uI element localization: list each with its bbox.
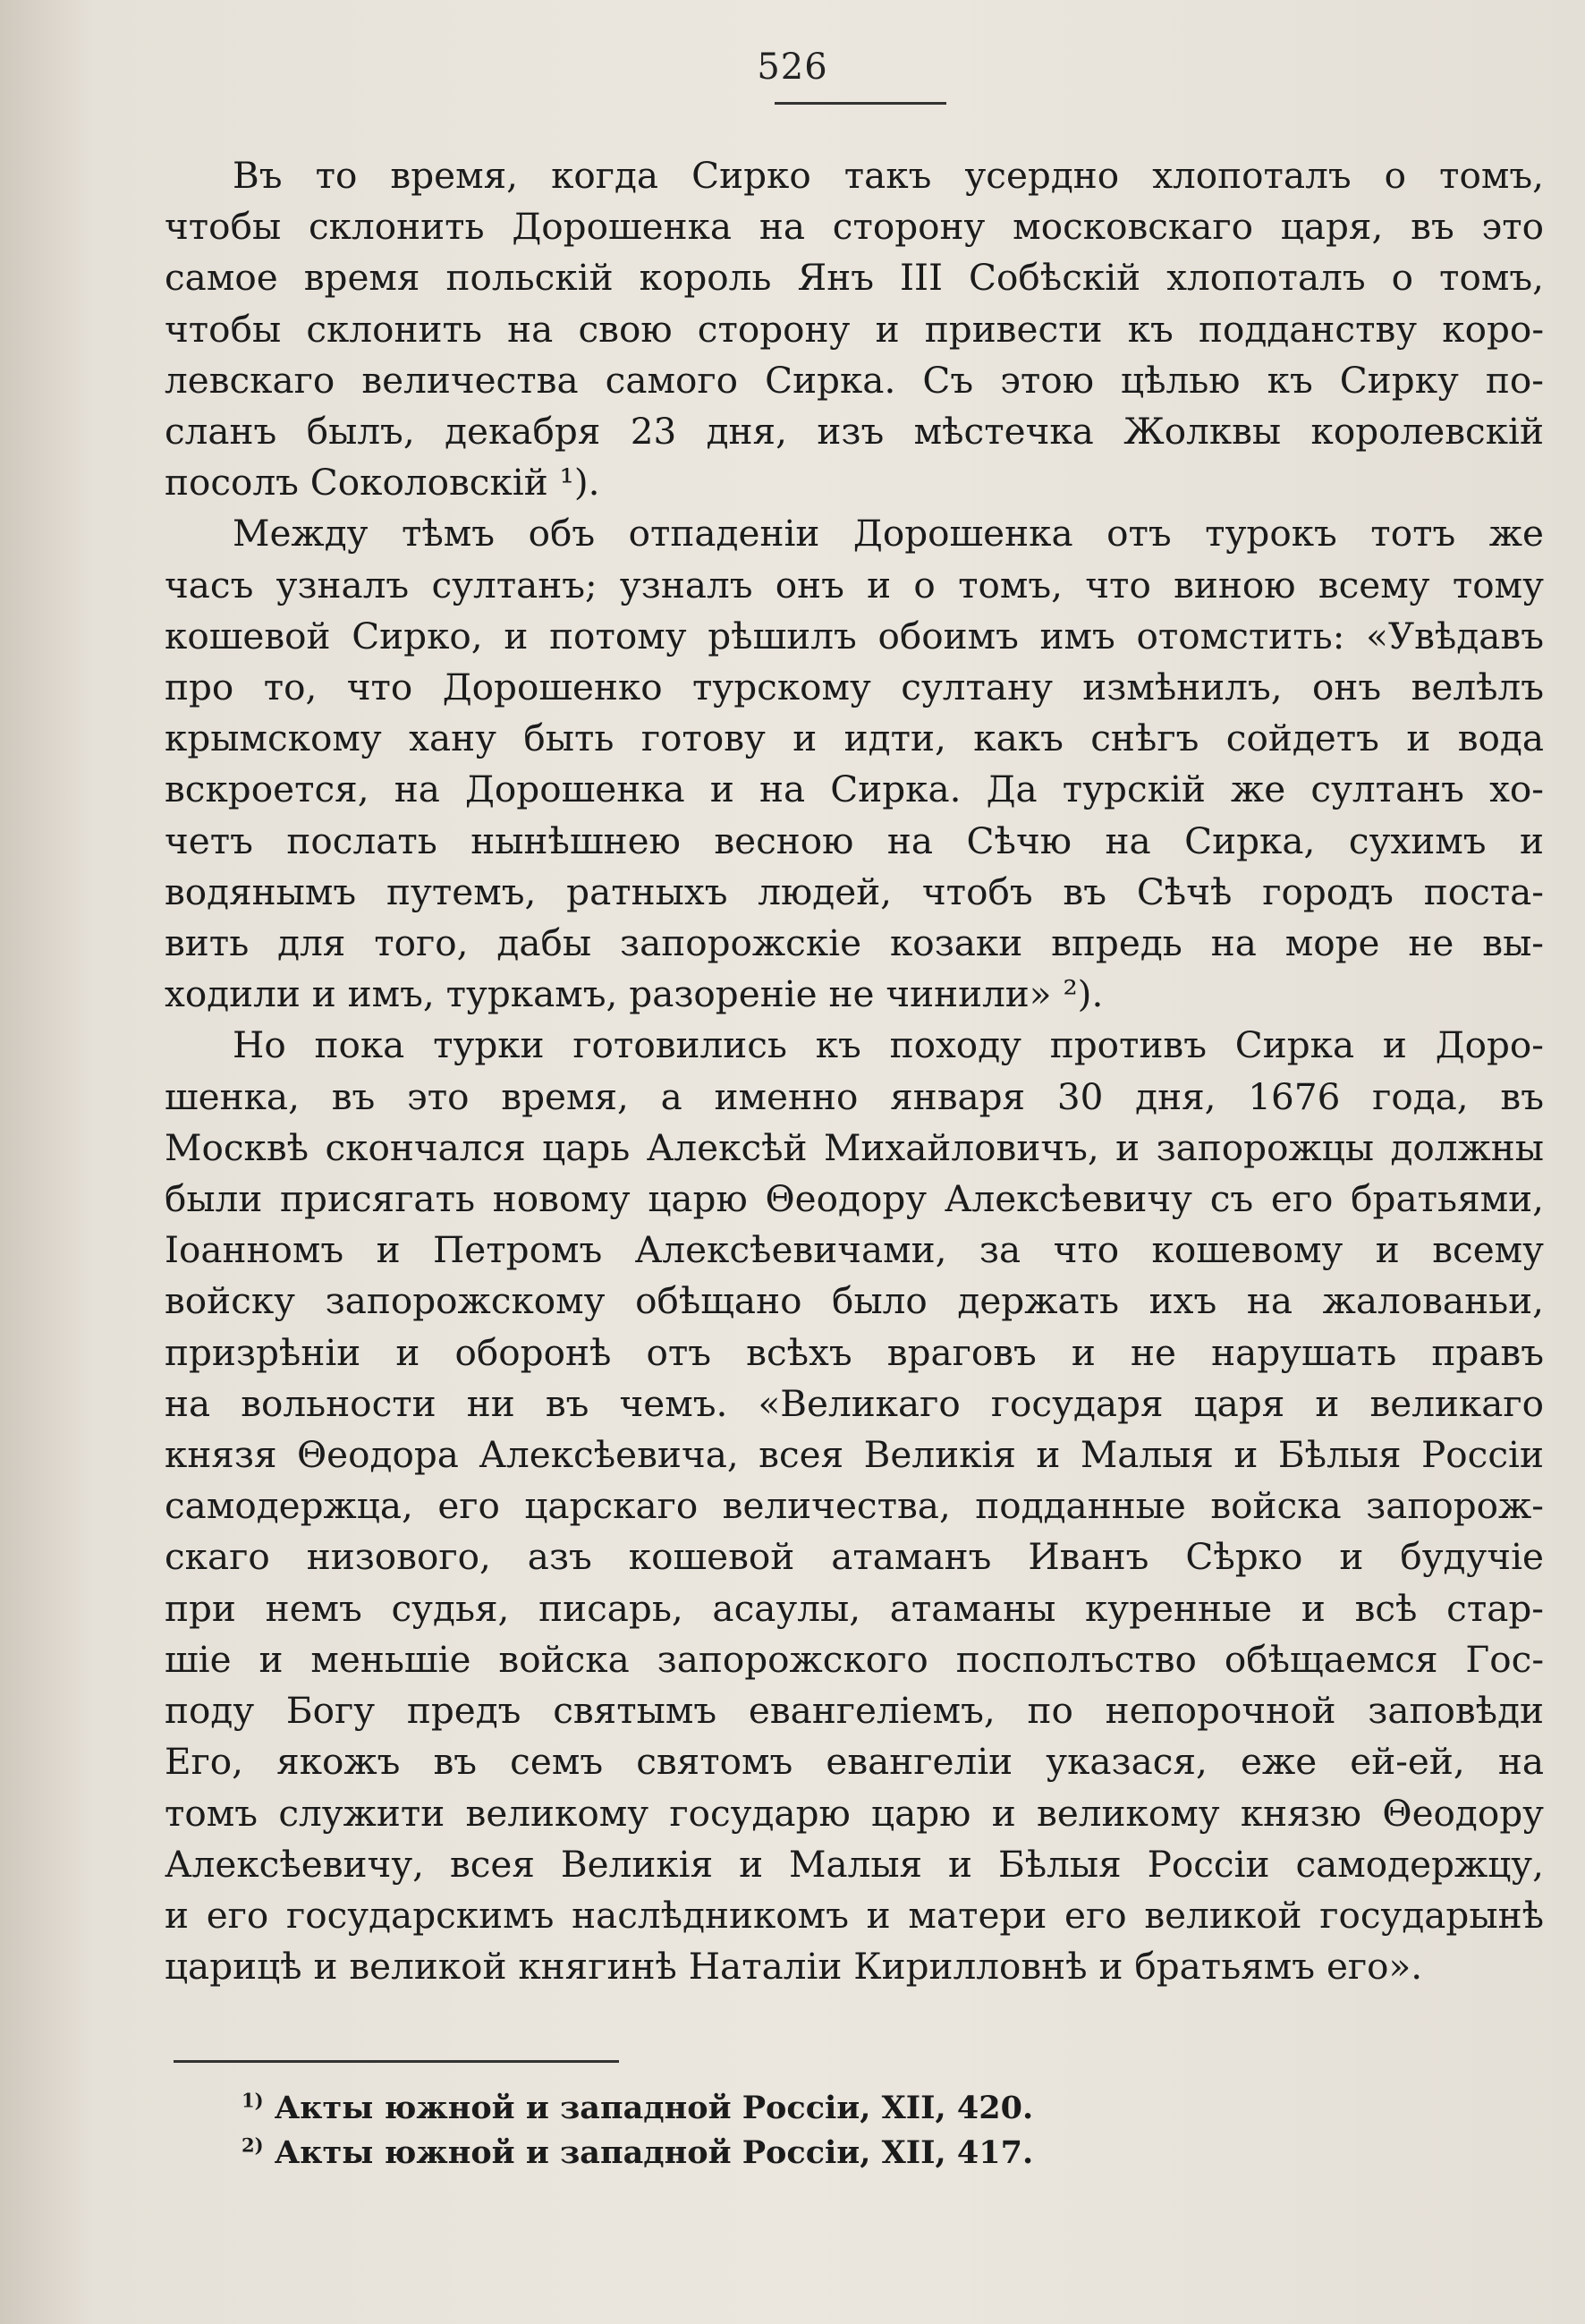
text-line: вить для того, дабы запорожскіе козаки впредь на море не вы- [165, 921, 1544, 965]
text-line: чтобы склонить Дорошенка на сторону московскаго царя, въ это [165, 205, 1544, 249]
footnote-rule [174, 2060, 619, 2063]
text-line: посолъ Соколовскій ¹). [165, 461, 600, 505]
footnote-marker: 2) [242, 2133, 264, 2157]
text-line: царицѣ и великой княгинѣ Наталіи Кирилловнѣ и братьямъ его». [165, 1945, 1423, 1989]
text-line: князя Θеодора Алексѣевича, всея Великія и Малыя и Бѣлыя Россіи [165, 1433, 1544, 1477]
text-line: шенка, въ это время, а именно января 30 дня, 1676 года, въ [165, 1074, 1544, 1118]
text-line: Между тѣмъ объ отпаденіи Дорошенка отъ турокъ тотъ же [233, 512, 1544, 556]
text-line: при немъ судья, писарь, асаулы, атаманы куренные и всѣ стар- [165, 1586, 1544, 1630]
text-line: на вольности ни въ чемъ. «Великаго государя царя и великаго [165, 1381, 1544, 1425]
page-number-rule [775, 102, 946, 105]
text-line: Москвѣ скончался царь Алексѣй Михайловичъ, и запорожцы должны [165, 1125, 1544, 1169]
text-line: войску запорожскому обѣщано было держать ихъ на жалованьи, [165, 1279, 1544, 1323]
text-line: сланъ былъ, декабря 23 дня, изъ мѣстечка Жолквы королевскій [165, 410, 1544, 454]
text-line: Алексѣевичу, всея Великія и Малыя и Бѣлыя Россіи самодержцу, [165, 1842, 1544, 1886]
text-line: томъ служити великому государю царю и великому князю Θеодору [165, 1791, 1544, 1835]
text-line: водянымъ путемъ, ратныхъ людей, чтобъ въ Сѣчѣ городъ поста- [165, 869, 1544, 913]
footnote [242, 2131, 1033, 2176]
text-line: Его, якожъ въ семъ святомъ евангеліи указася, еже ей-ей, на [165, 1740, 1544, 1784]
footnotes [242, 2086, 1033, 2176]
text-line: самодержца, его царскаго величества, подданные войска запорож- [165, 1484, 1544, 1528]
text-line: поду Богу предъ святымъ евангеліемъ, по непорочной заповѣди [165, 1689, 1544, 1733]
text-line: ходили и имъ, туркамъ, разореніе не чинили» ²). [165, 972, 1104, 1016]
text-line: часъ узналъ султанъ; узналъ онъ и о томъ, что виною всему тому [165, 563, 1544, 606]
text-line: скаго низового, азъ кошевой атаманъ Иванъ Сѣрко и будучіе [165, 1535, 1544, 1579]
text-line: призрѣніи и оборонѣ отъ всѣхъ враговъ и не нарушать правъ [165, 1330, 1544, 1374]
text-line: про то, что Дорошенко турскому султану измѣнилъ, онъ велѣлъ [165, 666, 1544, 709]
text-line: левскаго величества самого Сирка. Съ этою цѣлью къ Сирку по- [165, 358, 1544, 402]
text-line: самое время польскій король Янъ III Собѣскій хлопоталъ о томъ, [165, 256, 1544, 300]
text-line: четъ послать нынѣшнею весною на Сѣчю на Сирка, сухимъ и [165, 818, 1544, 862]
text-line: вскроется, на Дорошенка и на Сирка. Да турскій же султанъ хо- [165, 768, 1544, 811]
text-line: Въ то время, когда Сирко такъ усердно хлопоталъ о томъ, [233, 154, 1544, 197]
text-line: Но пока турки готовились къ походу противъ Сирка и Доро- [233, 1023, 1544, 1067]
body-text [165, 150, 1544, 1992]
text-line: были присягать новому царю Θеодору Алексѣевичу съ его братьями, [165, 1177, 1544, 1221]
text-line: и его государскимъ наслѣдникомъ и матери его великой государынѣ [165, 1893, 1544, 1937]
footnote-text: Акты южной и западной Россіи, XII, 420. [274, 2090, 1034, 2126]
footnote-marker: 1) [242, 2089, 264, 2112]
text-line: чтобы склонить на свою сторону и привести къ подданству коро- [165, 307, 1544, 351]
text-line: Іоанномъ и Петромъ Алексѣевичами, за что кошевому и всему [165, 1228, 1544, 1272]
page-number: 526 [757, 47, 828, 88]
footnote-text: Акты южной и западной Россіи, XII, 417. [274, 2134, 1034, 2171]
footnote [242, 2086, 1033, 2131]
text-line: кошевой Сирко, и потому рѣшилъ обоимъ имъ отомстить: «Увѣдавъ [165, 614, 1544, 657]
text-line: крымскому хану быть готову и идти, какъ снѣгъ сойдетъ и вода [165, 717, 1544, 760]
text-line: шіе и меньшіе войска запорожского посполъство обѣщаемся Гос- [165, 1637, 1544, 1681]
